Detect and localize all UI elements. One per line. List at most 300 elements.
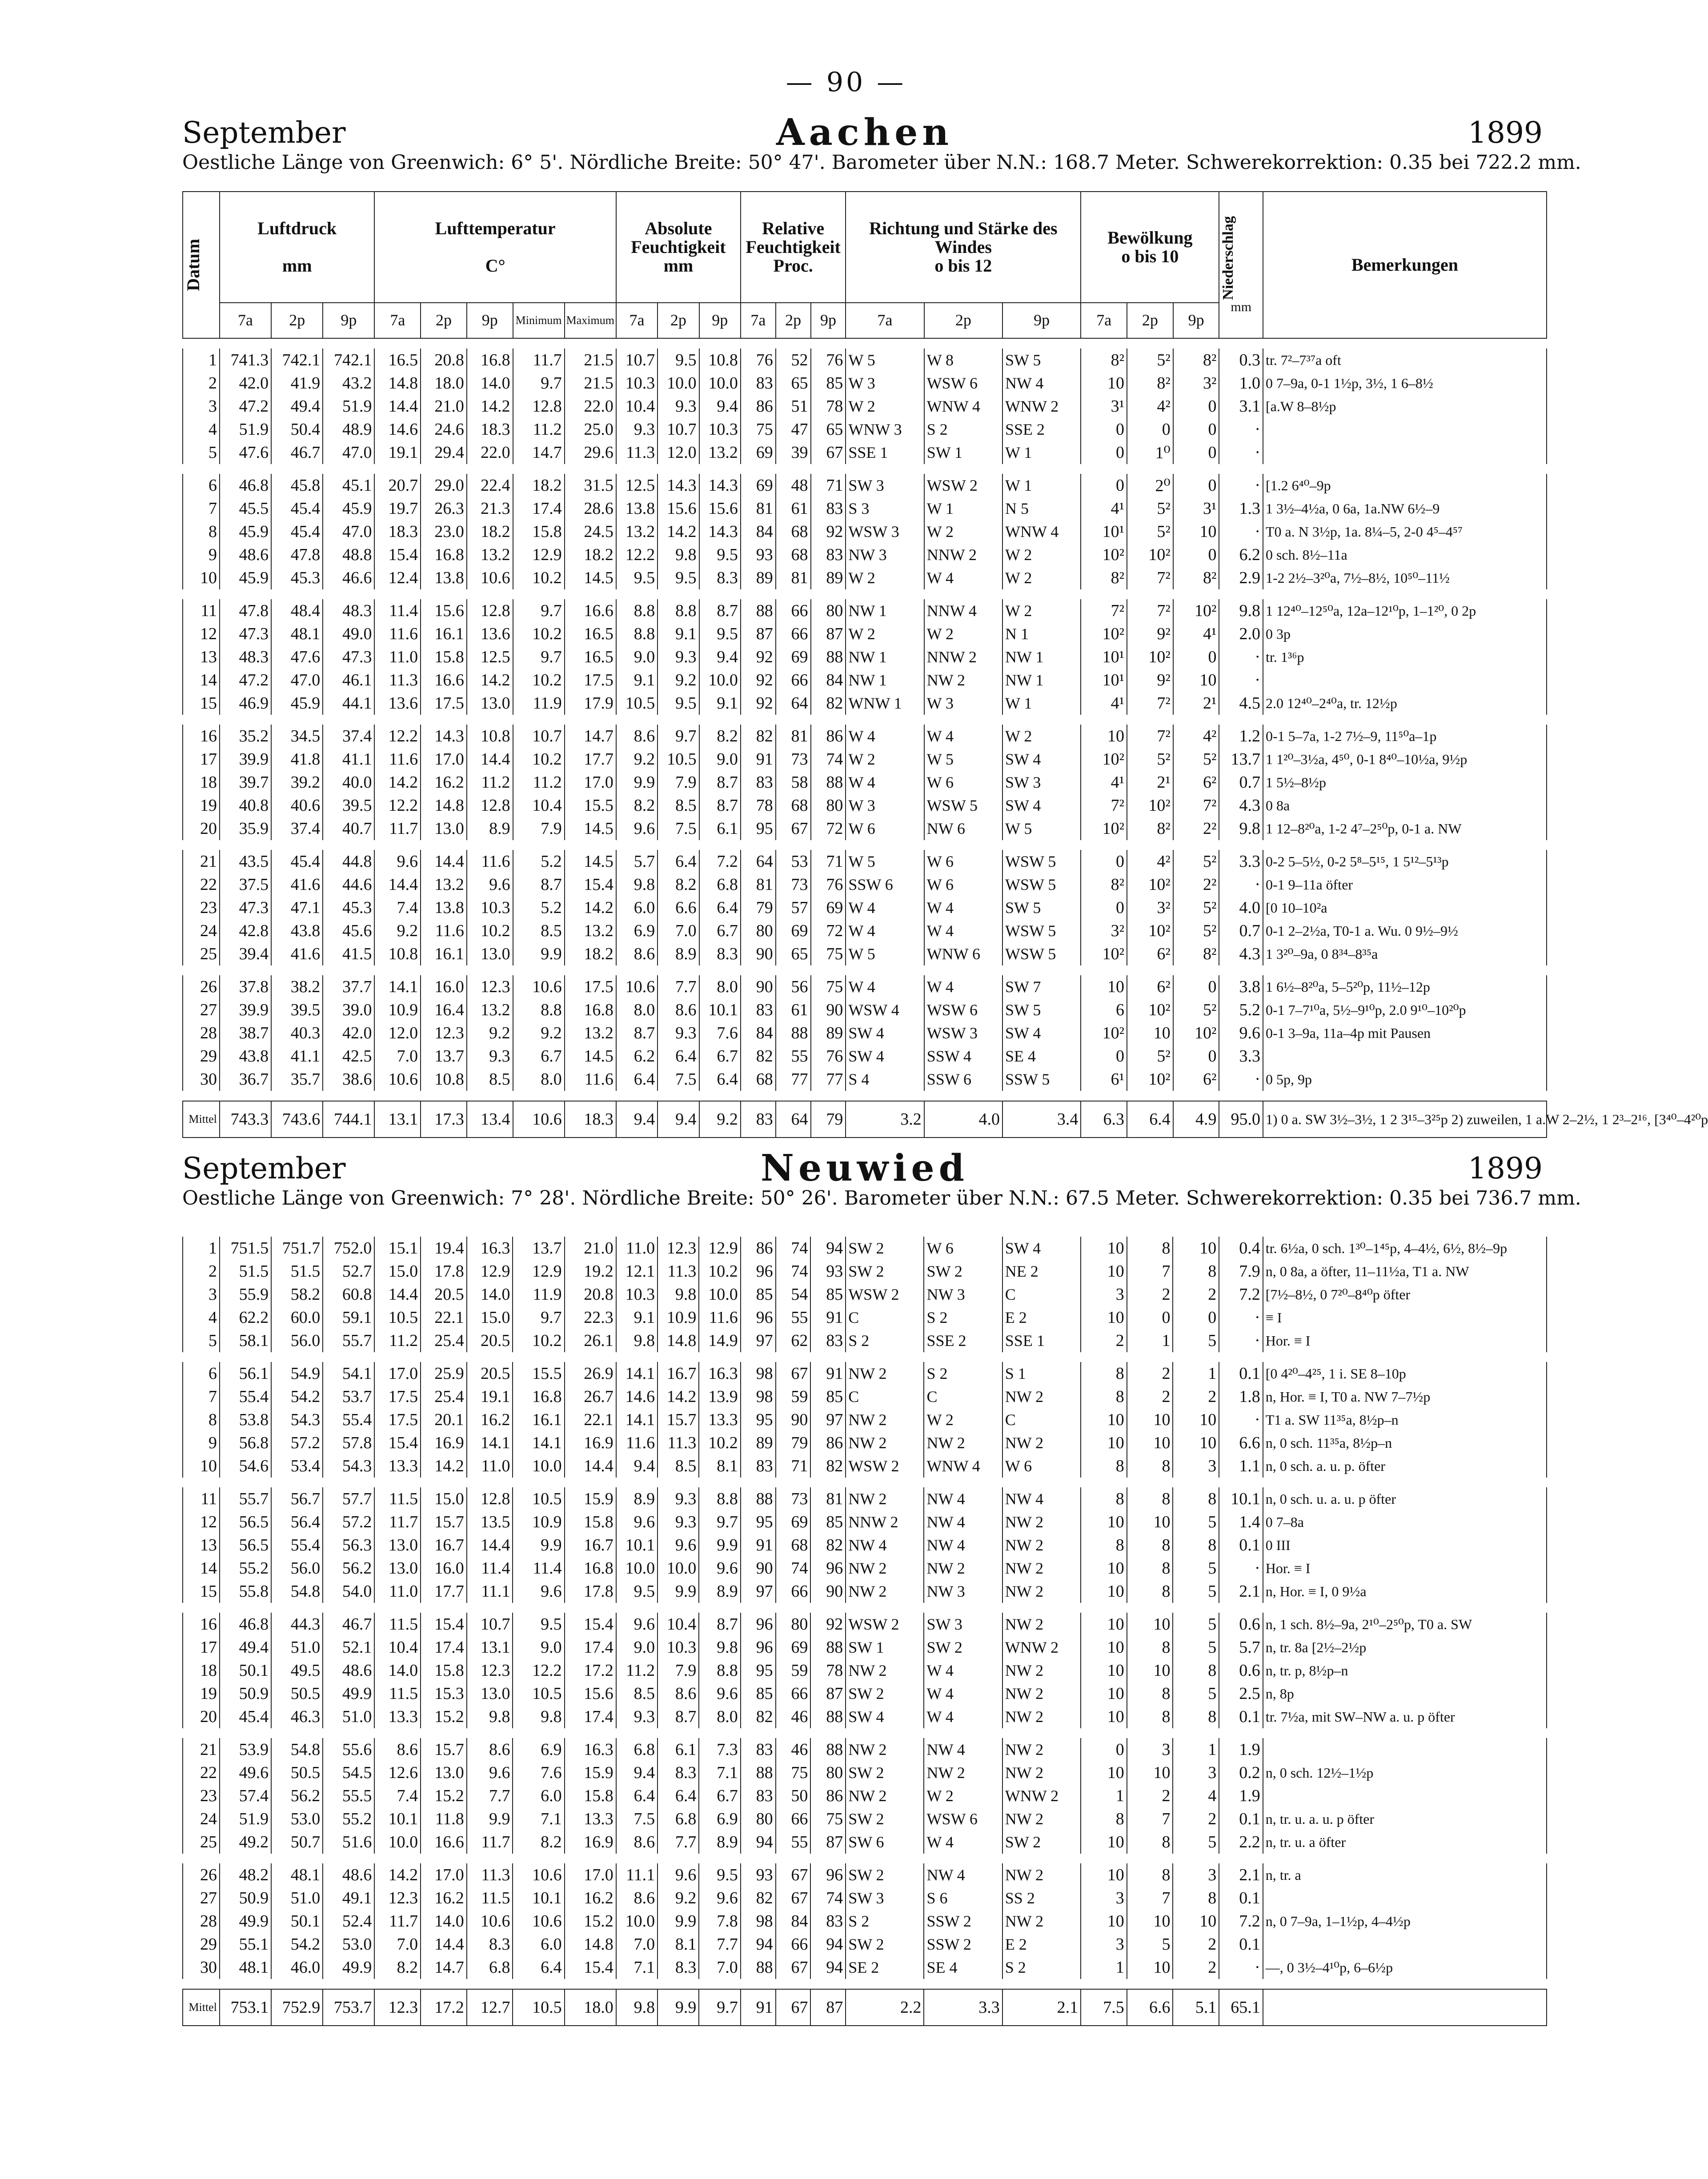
mean-row	[183, 1989, 1547, 2026]
table-cell: 4.3	[1219, 942, 1263, 965]
table-cell: 14.9	[699, 1329, 740, 1352]
table-cell: 54.5	[323, 1761, 374, 1784]
table-cell: SW 3	[1002, 771, 1081, 794]
table-cell: 10	[1081, 1659, 1127, 1682]
table-cell: 51	[776, 395, 811, 418]
table-cell: 9.3	[658, 645, 699, 669]
subheader-t9: 9p	[699, 303, 741, 338]
table-cell: 94	[810, 1956, 846, 1979]
table-cell: WSW 6	[924, 372, 1002, 395]
table-cell: 96	[741, 1306, 776, 1329]
table-cell: 6.8	[658, 1807, 699, 1831]
table-cell: 10¹	[1081, 645, 1127, 669]
table-cell: C	[924, 1385, 1002, 1408]
mean-cell: 9.7	[699, 1989, 740, 2026]
table-cell: WSW 3	[846, 520, 924, 543]
table-cell: 7.9	[1219, 1260, 1263, 1283]
table-cell: NW 4	[846, 1534, 924, 1557]
table-cell: 7.7	[658, 1831, 699, 1854]
table-cell: 81	[741, 497, 776, 520]
table-cell: 46.8	[220, 1613, 271, 1636]
table-cell: 7.5	[616, 1807, 658, 1831]
table-cell: n, 0 sch. u. a. u. p öfter	[1263, 1487, 1547, 1510]
table-cell: 55.7	[323, 1329, 374, 1352]
table-cell: 88	[810, 1738, 846, 1761]
table-cell: SW 5	[1002, 998, 1081, 1021]
table-cell: 84	[741, 1021, 776, 1045]
table-cell: 97	[741, 1329, 776, 1352]
table-cell: 14.2	[658, 520, 699, 543]
table-cell: 9.8	[467, 1705, 513, 1728]
table-cell: 88	[741, 599, 776, 622]
table-cell: 1.2	[1219, 725, 1263, 748]
table-cell: 10	[1081, 725, 1127, 748]
table-cell: 11.0	[616, 1237, 658, 1260]
table-cell: 13.0	[467, 942, 513, 965]
table-cell: SW 4	[846, 1045, 924, 1068]
table-cell: 3	[1127, 1738, 1173, 1761]
table-cell: 6.4	[658, 850, 699, 873]
table-cell: 44.3	[271, 1613, 323, 1636]
table-cell: 59	[776, 1385, 811, 1408]
table-cell: 13.7	[1219, 748, 1263, 771]
table-cell: 0	[1081, 850, 1127, 873]
table-cell: 46	[776, 1738, 811, 1761]
table-cell: 8.6	[616, 1831, 658, 1854]
table-cell: 9.9	[699, 1534, 740, 1557]
table-cell: 11.1	[467, 1580, 513, 1603]
table-cell: 12.9	[513, 543, 565, 566]
table-cell: 53.0	[323, 1933, 374, 1956]
table-cell: 7.6	[699, 1021, 741, 1045]
table-cell: 96	[741, 1613, 776, 1636]
table-cell: 10.9	[658, 1306, 699, 1329]
table-cell: 20	[183, 1705, 220, 1728]
table-cell: 16.0	[421, 1557, 467, 1580]
table-cell: WSW 5	[1002, 850, 1081, 873]
table-cell: 75	[811, 942, 846, 965]
table-cell: ·	[1219, 418, 1263, 441]
table-cell: 68	[741, 1068, 776, 1091]
table-cell: 10	[1081, 1910, 1127, 1933]
table-cell: 3.8	[1219, 975, 1263, 998]
table-cell: 40.3	[271, 1021, 323, 1045]
table-cell: 51.9	[323, 395, 374, 418]
table-cell: 2²	[1173, 817, 1219, 840]
table-cell: 10	[1081, 1431, 1127, 1454]
table-cell: 51.5	[271, 1260, 323, 1283]
table-cell: 10²	[1127, 998, 1173, 1021]
table-cell: 16.9	[565, 1831, 616, 1854]
mean-cell: 4.9	[1173, 1101, 1219, 1138]
table-cell: 7²	[1127, 725, 1173, 748]
table-cell: 62.2	[220, 1306, 271, 1329]
table-cell: 14.2	[658, 1385, 699, 1408]
table-row	[183, 1385, 1547, 1408]
table-cell: 12.0	[374, 1021, 421, 1045]
table-cell: 8.7	[616, 1021, 658, 1045]
table-cell: 58.1	[220, 1329, 271, 1352]
table-cell: 36.7	[220, 1068, 271, 1091]
table-cell: 89	[811, 566, 846, 589]
table-cell: 6.0	[513, 1933, 564, 1956]
table-cell: NW 2	[1002, 1510, 1081, 1534]
table-cell: 4²	[1173, 725, 1219, 748]
table-cell: 38.2	[271, 975, 323, 998]
table-cell: 7.5	[658, 1068, 699, 1091]
table-cell: 96	[741, 1260, 776, 1283]
table-cell: 0 7–8a	[1263, 1510, 1547, 1534]
table-cell: 8.3	[699, 942, 741, 965]
table-cell: 55.8	[220, 1580, 271, 1603]
table-cell: 10¹	[1081, 669, 1127, 692]
table-cell: WNW 2	[1002, 1784, 1081, 1807]
table-cell: 49.9	[323, 1682, 374, 1705]
table-cell: 69	[741, 441, 776, 464]
mean-cell: 3.3	[924, 1989, 1002, 2026]
table-cell: 10.5	[513, 1487, 564, 1510]
table-cell: 5	[1173, 1329, 1219, 1352]
table-cell: 13	[183, 645, 220, 669]
table-cell: 13.0	[421, 1761, 467, 1784]
table-cell: 9.5	[616, 566, 658, 589]
table-cell: 37.4	[271, 817, 323, 840]
table-cell: 11.3	[616, 441, 658, 464]
table-cell: 46.9	[220, 692, 271, 715]
table-cell: 14.0	[467, 1283, 513, 1306]
table-cell: 64	[776, 692, 811, 715]
table-cell: 0 sch. 8½–11a	[1263, 543, 1547, 566]
table-cell: 15.5	[565, 794, 616, 817]
table-cell: 8.7	[699, 599, 741, 622]
table-cell: 16.5	[565, 645, 616, 669]
table-cell: 3.3	[1219, 850, 1263, 873]
table-cell: 16.1	[513, 1408, 564, 1431]
table-cell: 14.4	[467, 748, 513, 771]
table-cell: 9.8	[513, 1705, 564, 1728]
table-cell: WNW 4	[1002, 520, 1081, 543]
table-cell: 50.5	[271, 1682, 323, 1705]
table-cell: 10.0	[699, 372, 741, 395]
table-cell: 10²	[1081, 622, 1127, 645]
table-cell: Hor. ≡ I	[1263, 1329, 1547, 1352]
table-cell: W 6	[1002, 1454, 1081, 1478]
table-cell: 50.7	[271, 1831, 323, 1854]
table-cell: 6.2	[1219, 543, 1263, 566]
table-cell: SE 4	[1002, 1045, 1081, 1068]
table-cell: 47.2	[220, 395, 271, 418]
table-cell: W 4	[924, 1682, 1002, 1705]
table-cell: 52.4	[323, 1910, 374, 1933]
table-cell: NW 2	[846, 1738, 924, 1761]
table-cell: 12.6	[374, 1761, 421, 1784]
table-cell: 3	[1081, 1283, 1127, 1306]
table-row	[183, 771, 1547, 794]
table-cell: 8.3	[467, 1933, 513, 1956]
table-cell: 56	[776, 975, 811, 998]
table-cell: 10¹	[1081, 520, 1127, 543]
table-cell: 0	[1173, 543, 1219, 566]
table-cell: 22.0	[467, 441, 513, 464]
table-cell: 1	[1127, 1329, 1173, 1352]
table-cell: 4.5	[1219, 692, 1263, 715]
subheader-t2: 2p	[1127, 303, 1173, 338]
table-cell: 14.8	[658, 1329, 699, 1352]
table-cell: 18.3	[467, 418, 513, 441]
table-cell: 9²	[1127, 622, 1173, 645]
table-row	[183, 998, 1547, 1021]
table-cell: 15.8	[421, 645, 467, 669]
table-cell: 11.0	[467, 1454, 513, 1478]
mean-cell: 9.4	[616, 1101, 658, 1138]
table-cell: 10	[1081, 1761, 1127, 1784]
table-cell: WSW 4	[846, 998, 924, 1021]
table-cell: 20.5	[467, 1362, 513, 1385]
table-cell: 6.4	[699, 1068, 741, 1091]
table-cell: NE 2	[1002, 1260, 1081, 1283]
table-cell: 5²	[1173, 919, 1219, 942]
table-cell: 10²	[1127, 919, 1173, 942]
table-cell: 0.6	[1219, 1613, 1263, 1636]
table-cell: 96	[810, 1557, 846, 1580]
table-cell: NW 2	[924, 669, 1002, 692]
table-row	[183, 395, 1547, 418]
table-cell: 14.2	[421, 1454, 467, 1478]
table-cell: 8.6	[658, 998, 699, 1021]
table-cell: 6.4	[658, 1784, 699, 1807]
table-cell: 6.1	[699, 817, 741, 840]
table-cell: 17.5	[421, 692, 467, 715]
table-row	[183, 372, 1547, 395]
table-cell: 48.6	[323, 1863, 374, 1887]
table-cell: 82	[741, 1045, 776, 1068]
table-cell: 20.5	[467, 1329, 513, 1352]
table-cell: 65	[776, 372, 811, 395]
table-cell: 89	[741, 1431, 776, 1454]
table-cell: 14.1	[374, 975, 421, 998]
table-cell: 87	[810, 1682, 846, 1705]
table-cell: NW 1	[846, 645, 924, 669]
table-cell: 84	[811, 669, 846, 692]
table-cell: 4.3	[1219, 794, 1263, 817]
table-cell: 3¹	[1173, 497, 1219, 520]
table-cell: NW 3	[846, 543, 924, 566]
table-cell: 41.1	[323, 748, 374, 771]
table-cell: 26.1	[565, 1329, 616, 1352]
table-cell: 86	[811, 725, 846, 748]
table-cell: 26	[183, 1863, 220, 1887]
table-cell: 8.3	[658, 1761, 699, 1784]
table-cell: 19.1	[467, 1385, 513, 1408]
table-cell: 3.1	[1219, 395, 1263, 418]
table-cell: 12.9	[699, 1237, 740, 1260]
table-cell: 12.3	[658, 1237, 699, 1260]
table-cell: W 8	[924, 348, 1002, 372]
mean-cell: 2.2	[846, 1989, 924, 2026]
table-cell: 83	[741, 771, 776, 794]
table-cell: 46.6	[323, 566, 374, 589]
table-cell: 15.8	[565, 1510, 616, 1534]
table-cell: 80	[811, 794, 846, 817]
table-cell: NW 4	[924, 1863, 1002, 1887]
table-cell: NW 2	[1002, 1705, 1081, 1728]
table-cell: 39.5	[271, 998, 323, 1021]
table-cell: 10.6	[467, 1910, 513, 1933]
table-cell: 3²	[1173, 372, 1219, 395]
table-cell: 39.9	[220, 748, 271, 771]
table-cell: 10.1	[374, 1807, 421, 1831]
table-cell: 49.5	[271, 1659, 323, 1682]
table-cell: 69	[811, 896, 846, 919]
table-row	[183, 418, 1547, 441]
table-cell: 11.3	[658, 1260, 699, 1283]
table-cell: 86	[810, 1784, 846, 1807]
table-cell: 0	[1173, 1306, 1219, 1329]
table-cell: 87	[810, 1831, 846, 1854]
table-cell: 24.5	[565, 520, 616, 543]
table-cell: NW 2	[1002, 1580, 1081, 1603]
table-cell: 10	[1127, 1431, 1173, 1454]
table-cell: N 1	[1002, 622, 1081, 645]
table-cell: 28	[183, 1910, 220, 1933]
table-cell: 15.9	[565, 1487, 616, 1510]
table-row	[183, 873, 1547, 896]
table-cell: 10	[1081, 1237, 1127, 1260]
table-cell: 50.1	[271, 1910, 323, 1933]
observation-table	[182, 1227, 1547, 2026]
table-cell: 2¹	[1173, 692, 1219, 715]
table-cell: 97	[810, 1408, 846, 1431]
table-cell: 39.9	[220, 998, 271, 1021]
table-cell: 8.5	[513, 919, 565, 942]
table-cell: 15.4	[374, 543, 421, 566]
table-cell: W 5	[846, 850, 924, 873]
mean-cell: 91	[741, 1989, 776, 2026]
table-cell: 16.8	[421, 543, 467, 566]
table-cell: 48.6	[323, 1659, 374, 1682]
table-cell: 10	[1081, 1705, 1127, 1728]
table-row	[183, 919, 1547, 942]
table-cell: 9.9	[658, 1580, 699, 1603]
table-cell: 55.4	[271, 1534, 323, 1557]
table-cell: W 4	[924, 896, 1002, 919]
table-cell: ·	[1219, 1557, 1263, 1580]
table-cell: 35.2	[220, 725, 271, 748]
table-cell: 12	[183, 1510, 220, 1534]
table-cell: 13.2	[699, 441, 741, 464]
table-cell: 9.5	[699, 622, 741, 645]
table-cell: 8.8	[658, 599, 699, 622]
table-cell: SSW 4	[924, 1045, 1002, 1068]
table-cell: 82	[811, 692, 846, 715]
table-cell: 17.5	[374, 1408, 421, 1431]
table-cell: 0-2 5–5½, 0-2 5⁸–5¹⁵, 1 5¹²–5¹³p	[1263, 850, 1547, 873]
table-cell: SSE 2	[924, 1329, 1002, 1352]
table-cell: [a.W 8–8½p	[1263, 395, 1547, 418]
table-cell: 15.8	[513, 520, 565, 543]
section-header	[182, 1147, 1581, 1227]
table-cell: SW 2	[924, 1636, 1002, 1659]
table-cell	[1263, 441, 1547, 464]
table-cell: 9.6	[616, 1510, 658, 1534]
table-cell: 73	[776, 748, 811, 771]
table-cell: 10	[1127, 1761, 1173, 1784]
table-cell: 74	[776, 1260, 811, 1283]
table-cell: 77	[811, 1068, 846, 1091]
table-cell: tr. 7½a, mit SW–NW a. u. p öfter	[1263, 1705, 1547, 1728]
table-cell: SSW 6	[924, 1068, 1002, 1091]
table-cell: 17	[183, 1636, 220, 1659]
table-cell: 30	[183, 1068, 220, 1091]
table-cell: 24.6	[421, 418, 467, 441]
station-section-neuwied	[182, 1147, 1581, 2026]
table-row	[183, 1510, 1547, 1534]
table-cell: 8²	[1127, 372, 1173, 395]
table-cell: 10²	[1173, 599, 1219, 622]
table-cell: 39.2	[271, 771, 323, 794]
table-cell: 58.2	[271, 1283, 323, 1306]
table-cell: 14.3	[699, 520, 741, 543]
table-cell: NW 1	[1002, 669, 1081, 692]
table-cell: 15.8	[421, 1659, 467, 1682]
table-cell: 9.5	[616, 1580, 658, 1603]
station-section-aachen	[182, 111, 1708, 1138]
table-cell: NW 2	[1002, 1738, 1081, 1761]
table-cell: 7.6	[513, 1761, 564, 1784]
table-cell: 56.4	[271, 1510, 323, 1534]
table-cell: W 4	[924, 1659, 1002, 1682]
table-cell: 17.8	[421, 1260, 467, 1283]
table-cell: 10	[1127, 1021, 1173, 1045]
subheader-mini: Minimum	[513, 303, 565, 338]
table-cell: 15.7	[658, 1408, 699, 1431]
table-cell: 35.9	[220, 817, 271, 840]
table-cell: 8.7	[658, 1705, 699, 1728]
table-cell: 14.4	[374, 1283, 421, 1306]
table-cell: 28.6	[565, 497, 616, 520]
mean-cell: 1) 0 a. SW 3½–3½, 1 2 3¹⁵–3²⁵p 2) zuweilen, 1 a.W 2–2½, 1 2³–2¹⁶, [3⁴⁰–4²⁰p	[1263, 1101, 1547, 1138]
table-cell: 55.5	[323, 1784, 374, 1807]
table-cell: 2	[183, 1260, 220, 1283]
table-cell: 10	[1081, 1682, 1127, 1705]
table-cell: 23	[183, 896, 220, 919]
table-cell: 85	[811, 372, 846, 395]
table-cell: 7.0	[658, 919, 699, 942]
table-cell: 6.8	[699, 873, 741, 896]
table-cell: 16.6	[421, 1831, 467, 1854]
table-cell: 22	[183, 873, 220, 896]
table-cell: W 2	[924, 1408, 1002, 1431]
table-cell: 56.2	[271, 1784, 323, 1807]
table-cell: 7.0	[374, 1045, 421, 1068]
table-cell: 10.6	[616, 975, 658, 998]
table-cell: 2	[1127, 1283, 1173, 1306]
table-cell: 65	[811, 418, 846, 441]
mean-cell: 87	[810, 1989, 846, 2026]
table-cell: 55	[776, 1045, 811, 1068]
table-cell: 2.0 12⁴⁰–2⁴⁰a, tr. 12½p	[1263, 692, 1547, 715]
table-cell: 73	[776, 873, 811, 896]
table-cell: NW 2	[846, 1557, 924, 1580]
table-cell: 10.2	[513, 669, 565, 692]
table-cell: 92	[741, 669, 776, 692]
table-cell: 6.8	[467, 1956, 513, 1979]
table-cell: 54.9	[271, 1362, 323, 1385]
table-cell: SW 4	[1002, 794, 1081, 817]
table-cell: 93	[810, 1260, 846, 1283]
table-cell: 10	[1173, 520, 1219, 543]
table-cell: n, tr. p, 8½p–n	[1263, 1659, 1547, 1682]
